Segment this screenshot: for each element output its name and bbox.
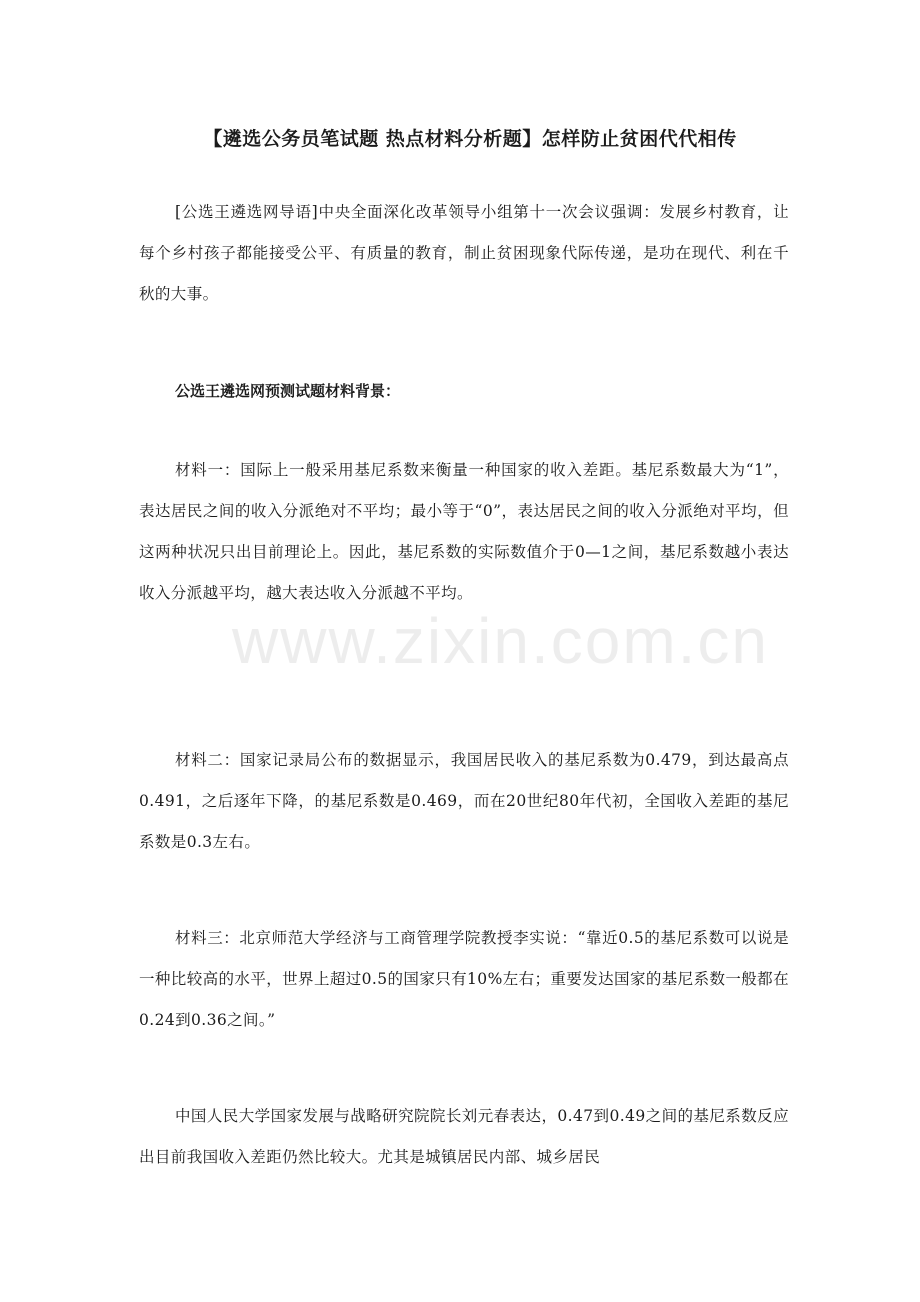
intro-paragraph: [公选王遴选网导语]中央全面深化改革领导小组第十一次会议强调：发展乡村教育，让每个乡村孩子都能接受公平、有质量的教育，制止贫困现象代际传递，是功在现代、利在千秋的大事。: [139, 203, 789, 303]
material-3-paragraph: 材料三：北京师范大学经济与工商管理学院教授李实说：“靠近0.5的基尼系数可以说是一种比较高的水平，世界上超过0.5的国家只有10%左右；重要发达国家的基尼系数一般都在0.24到0.36之间。”: [139, 929, 789, 1029]
section-heading: 公选王遴选网预测试题材料背景：: [175, 382, 401, 400]
material-1-paragraph: 材料一：国际上一般采用基尼系数来衡量一种国家的收入差距。基尼系数最大为“1”，表达居民之间的收入分派绝对不平均；最小等于“0”，表达居民之间的收入分派绝对平均，但这两种状况只出目前理论上。因此，基尼系数的实际数值介于0—1之间，基尼系数越小表达收入分派越平均，越大表达收入分派越不平均。: [139, 461, 789, 602]
document-title: 【遴选公务员笔试题 热点材料分析题】怎样防止贫困代代相传: [203, 128, 737, 150]
material-2-paragraph: 材料二：国家记录局公布的数据显示，我国居民收入的基尼系数为0.479，到达最高点0.491，之后逐年下降，的基尼系数是0.469，而在20世纪80年代初，全国收入差距的基尼系数是0.3左右。: [139, 751, 789, 851]
watermark: www.zixin.com.cn: [232, 605, 769, 677]
paragraph-4: 中国人民大学国家发展与战略研究院院长刘元春表达，0.47到0.49之间的基尼系数反应出目前我国收入差距仍然比较大。尤其是城镇居民内部、城乡居民: [139, 1107, 789, 1166]
